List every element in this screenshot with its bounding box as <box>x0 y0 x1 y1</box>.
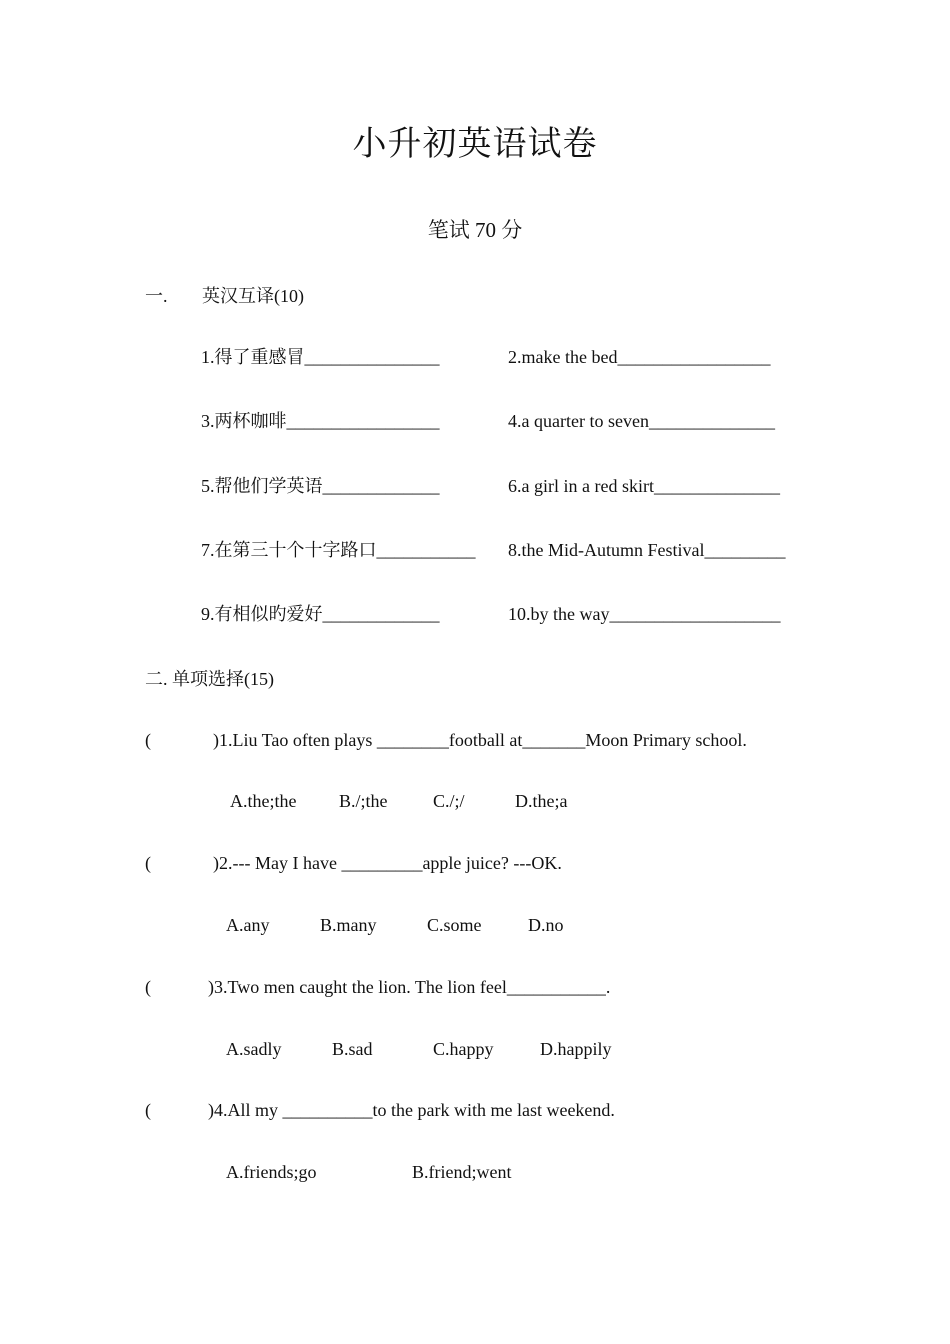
question-4-stem: )4.All my __________to the park with me last weekend. <box>208 1100 615 1120</box>
question-1-option-b: B./;the <box>339 791 388 811</box>
question-2-option-b: B.many <box>320 915 377 935</box>
question-1-option-c: C./;/ <box>433 791 465 811</box>
question-2-paren: ( <box>145 853 151 873</box>
section-1-heading <box>145 284 304 308</box>
page-title: 小升初英语试卷 <box>352 126 598 163</box>
translation-item: 6.a girl in a red skirt______________ <box>508 476 780 496</box>
section-1-title: 英汉互译(10) <box>202 286 304 306</box>
translation-item: 9.有相似旳爱好_____________ <box>201 604 440 624</box>
translation-item: 2.make the bed_________________ <box>508 347 771 367</box>
translation-item: 10.by the way___________________ <box>508 604 781 624</box>
question-1-paren: ( <box>145 730 151 750</box>
question-2-option-a: A.any <box>226 915 270 935</box>
question-4-option-a: A.friends;go <box>226 1162 317 1182</box>
question-2-stem: )2.--- May I have _________apple juice? ---OK. <box>213 853 562 873</box>
question-3-option-b: B.sad <box>332 1039 373 1059</box>
translation-item: 1.得了重感冒_______________ <box>201 347 440 367</box>
section-1-number: 一. <box>145 286 168 306</box>
question-3-option-a: A.sadly <box>226 1039 282 1059</box>
question-1-stem: )1.Liu Tao often plays ________football at_______Moon Primary school. <box>213 730 747 750</box>
question-3-option-c: C.happy <box>433 1039 494 1059</box>
question-3-option-d: D.happily <box>540 1039 612 1059</box>
translation-item: 8.the Mid-Autumn Festival_________ <box>508 540 786 560</box>
question-1-option-a: A.the;the <box>230 791 297 811</box>
section-2-heading: 二. 单项选择(15) <box>145 669 274 689</box>
translation-item: 7.在第三十个十字路口___________ <box>201 540 476 560</box>
question-3-stem: )3.Two men caught the lion. The lion feel___________. <box>208 977 611 997</box>
question-2-option-d: D.no <box>528 915 564 935</box>
question-3-paren: ( <box>145 977 151 997</box>
page-subtitle: 笔试 70 分 <box>427 218 523 242</box>
question-2-option-c: C.some <box>427 915 482 935</box>
question-1-option-d: D.the;a <box>515 791 568 811</box>
question-4-paren: ( <box>145 1100 151 1120</box>
question-4-option-b: B.friend;went <box>412 1162 512 1182</box>
translation-item: 5.帮他们学英语_____________ <box>201 476 440 496</box>
translation-item: 3.两杯咖啡_________________ <box>201 411 440 431</box>
translation-item: 4.a quarter to seven______________ <box>508 411 775 431</box>
